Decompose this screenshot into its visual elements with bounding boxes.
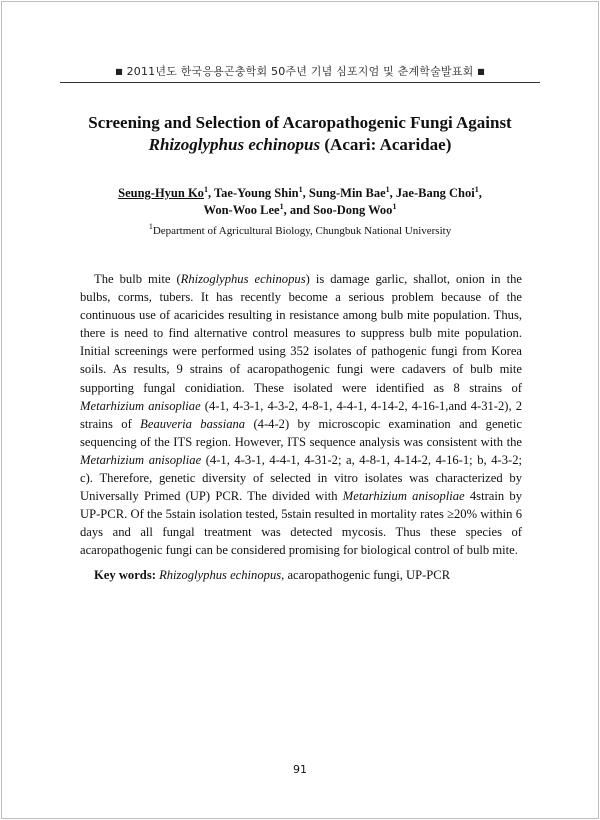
paper-title <box>60 112 540 156</box>
page-number: 91 <box>293 763 307 776</box>
conference-header <box>60 63 540 79</box>
author-name: Tae-Young Shin <box>213 186 299 200</box>
author-separator: , <box>478 186 482 200</box>
affiliation-text: Department of Agricultural Biology, Chungbuk National University <box>152 225 452 237</box>
abstract-text: 4strain by UP-PCR. Of the 5stain isolation tested, 5stain resulted in mortality rates ≥20% within 6 days and all fungal treatment was detected mycosis. Thus these species of acaropathogenic fungi can be considered promising for biological control of bulb mite. <box>80 489 522 558</box>
abstract-text: (4-1, 4-3-1, 4-3-2, 4-8-1, 4-4-1, 4-14-2, 4-16-1,and 4-31-2), 2 strains of <box>80 398 522 431</box>
author-name: Jae-Bang Choi <box>395 186 475 200</box>
author-affil-mark: 1 <box>298 185 303 194</box>
keywords-label: Key words: <box>94 568 156 582</box>
abstract-text: (4-1, 4-3-1, 4-4-1, 4-31-2; a, 4-8-1, 4-14-2, 4-16-1; b, 4-3-2; c). Therefore, genetic diversity of selected in vitro isolates was characterized by Universally Primed (UP) PCR. The divided with <box>80 452 522 504</box>
author-name: Soo-Dong Woo <box>313 203 393 217</box>
header-bullet-left: ■ <box>115 67 123 76</box>
affiliation-mark: 1 <box>148 222 153 231</box>
abstract-text: The bulb mite ( <box>94 272 181 286</box>
author-name: Seung-Hyun Ko <box>118 186 204 200</box>
title-line-1: Screening and Selection of Acaropathogenic Fungi Against <box>88 113 512 132</box>
author-name: Won-Woo Lee <box>203 203 280 217</box>
author-affil-mark: 1 <box>474 185 479 194</box>
keywords <box>80 566 522 584</box>
keywords-species: Rhizoglyphus echinopus <box>155 568 282 582</box>
abstract-species-name: Metarhizium anisopliae <box>80 452 202 467</box>
author-separator: , <box>389 186 396 200</box>
affiliation <box>60 222 540 237</box>
abstract-species-name: Beauveria bassiana <box>140 416 246 431</box>
author-separator: , <box>302 186 309 200</box>
abstract-text: ) is damage garlic, shallot, onion in the bulbs, corms, tubers. It has recently become a serious problem because of the continuous use of acaricides resulting in resistance among bulb mite population. Thus, there is need to find alternative control measures to suppress bulb mite population. Initial screenings were performed using 352 isolates of pathogenic fungi from Korea soils. As results, 9 strains of acaropathogenic fungi were cadavers of bulb mite supporting fungal conidiation. These isolated were identified as 8 strains of <box>80 272 522 395</box>
abstract-species-name: Metarhizium anisopliae <box>80 398 201 413</box>
author-affil-mark: 1 <box>392 202 397 211</box>
abstract-text: (4-4-2) by microscopic examination and genetic sequencing of the ITS region. However, ITS sequence analysis was consistent with the <box>80 416 523 449</box>
author-list <box>60 185 540 219</box>
author-line-1 <box>60 185 540 202</box>
author-separator: , and <box>283 203 314 217</box>
header-rule <box>60 82 540 83</box>
author-affil-mark: 1 <box>279 202 284 211</box>
title-taxon: (Acari: Acaridae) <box>320 135 452 154</box>
author-name: Sung-Min Bae <box>308 186 386 200</box>
title-species: Rhizoglyphus echinopus <box>148 135 321 154</box>
abstract-species-name: Rhizoglyphus echinopus <box>180 272 306 286</box>
author-line-2 <box>60 202 540 219</box>
abstract-species-name: Metarhizium anisopliae <box>342 489 465 504</box>
author-affil-mark: 1 <box>203 185 208 194</box>
title-line-2 <box>60 134 540 156</box>
keywords-rest: , acaropathogenic fungi, UP-PCR <box>281 568 451 582</box>
header-bullet-right: ■ <box>477 67 485 76</box>
author-affil-mark: 1 <box>385 185 390 194</box>
author-separator: , <box>207 186 214 200</box>
abstract-body <box>80 270 522 560</box>
header-text: 2011년도 한국응용곤충학회 50주년 기념 심포지엄 및 춘계학술발표회 <box>126 65 474 78</box>
